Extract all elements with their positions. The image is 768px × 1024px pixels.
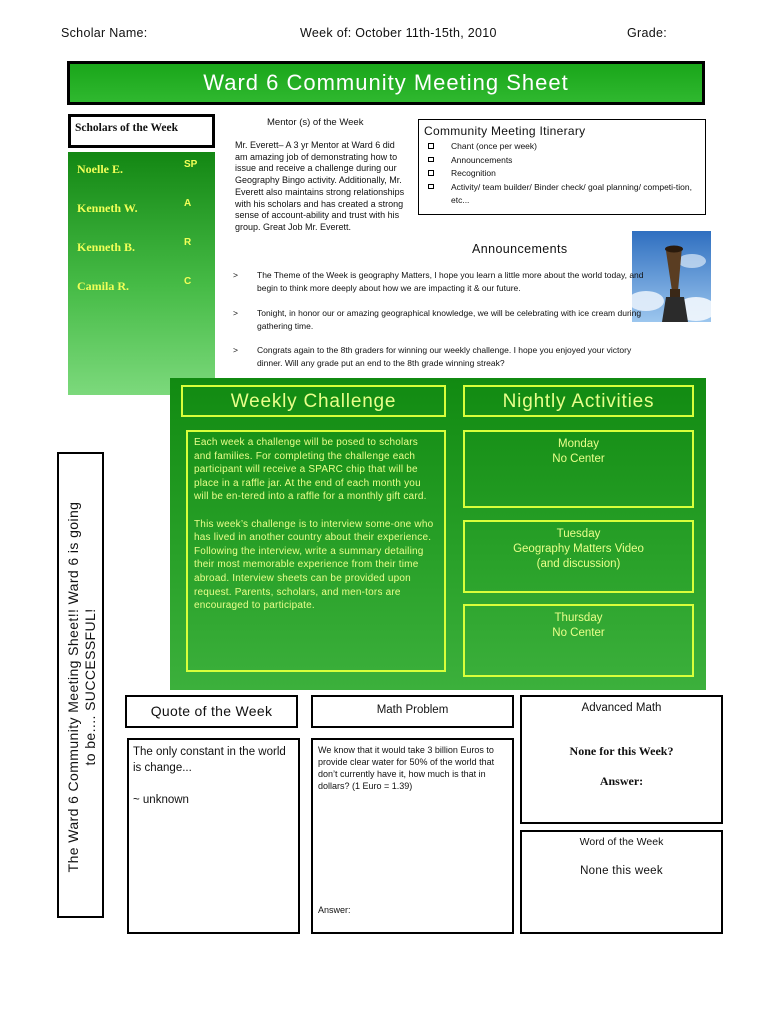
math-problem-text: We know that it would take 3 billion Euros to provide clear water for 50% of the world that don’t currently have it, how much is that in dollars? (1 Euro = 1.39) xyxy=(318,745,495,791)
page-title: Ward 6 Community Meeting Sheet xyxy=(67,61,705,105)
challenge-paragraph: This week’s challenge is to interview some-one who has lived in another country about their experience. Following the interview, write a summary detailing their most memorable experience from their time abroad. Interview sheets can be provided upon request. Parents, scholars, and men-tors are encouraged to participate. xyxy=(194,518,434,612)
scholar-name: Kenneth B. xyxy=(77,240,136,254)
scholar-name: Noelle E. xyxy=(77,162,123,176)
activity-detail: Geography Matters Video xyxy=(513,543,644,555)
quote-text: The only constant in the world is change... xyxy=(133,746,286,774)
activity-day: Tuesday xyxy=(556,528,601,540)
mentor-body: Mr. Everett– A 3 yr Mentor at Ward 6 did am amazing job of demonstrating how to issue and receive a challenge during our Geography Bingo activity. Additionally, Mr. Everett also maintains strong relationships with his scholars and has created a strong sense of account-ability and trust with his group. Great Job Mr. Everett. xyxy=(235,140,405,232)
itinerary-box xyxy=(418,119,706,215)
scholar-name: Camila R. xyxy=(77,279,129,293)
announcements-title: Announcements xyxy=(472,242,568,256)
math-problem-title: Math Problem xyxy=(311,695,514,728)
bullet-arrow-icon: > xyxy=(233,345,238,355)
itinerary-list xyxy=(424,140,700,208)
scholar-letter: R xyxy=(184,237,192,248)
activity-detail: No Center xyxy=(552,453,605,465)
bullet-arrow-icon: > xyxy=(233,270,238,280)
bullet-arrow-icon: > xyxy=(233,308,238,318)
week-of-label: Week of: October 11th-15th, 2010 xyxy=(300,26,497,40)
side-banner xyxy=(57,452,104,918)
advanced-math-title: Advanced Math xyxy=(581,702,662,714)
activity-tuesday xyxy=(463,520,694,593)
mentor-title: Mentor (s) of the Week xyxy=(267,117,364,128)
word-of-week-title: Word of the Week xyxy=(579,836,664,848)
itinerary-item: Activity/ team builder/ Binder check/ goal planning/ competi-tion, etc... xyxy=(424,181,700,208)
challenge-paragraph: Each week a challenge will be posed to scholars and families. For completing the challenge each participant will receive a SPARC chip that will be place in a raffle jar. At the end of each month you will be en-tered into a raffle for a monthly gift card. xyxy=(194,437,427,503)
grade-label: Grade: xyxy=(627,26,668,40)
itinerary-title: Community Meeting Itinerary xyxy=(424,124,586,138)
activity-detail: (and discussion) xyxy=(536,558,621,570)
activity-day: Monday xyxy=(558,438,599,450)
word-of-week-box xyxy=(520,830,723,934)
itinerary-item: Recognition xyxy=(424,167,700,181)
advanced-math-problem: None for this Week? xyxy=(569,744,674,758)
itinerary-item: Chant (once per week) xyxy=(424,140,700,154)
math-problem-box xyxy=(311,738,514,934)
side-banner-text: The Ward 6 Community Meeting Sheet!! Ward 6 is going to be.... SUCCESSFUL! xyxy=(65,501,98,873)
nightly-activities-title: Nightly Activities xyxy=(463,385,694,417)
activity-detail: No Center xyxy=(552,627,605,639)
math-answer-label: Answer: xyxy=(318,905,351,915)
scholar-name: Kenneth W. xyxy=(77,201,138,215)
scholar-letter: SP xyxy=(184,159,198,170)
scholars-of-week-title: Scholars of the Week xyxy=(68,114,215,148)
weekly-challenge-body xyxy=(186,430,446,672)
scholar-letter: A xyxy=(184,198,192,209)
weekly-challenge-title: Weekly Challenge xyxy=(181,385,446,417)
quote-author: ~ unknown xyxy=(133,794,189,806)
quote-title: Quote of the Week xyxy=(125,695,298,728)
advanced-math-answer: Answer: xyxy=(599,774,644,788)
itinerary-item: Announcements xyxy=(424,154,700,168)
scholars-of-week-panel xyxy=(68,152,215,395)
activity-day: Thursday xyxy=(554,612,603,624)
quote-box xyxy=(127,738,300,934)
activity-monday xyxy=(463,430,694,508)
word-of-week-value: None this week xyxy=(580,865,663,877)
activity-thursday xyxy=(463,604,694,677)
scholar-letter: C xyxy=(184,276,192,287)
scholar-name-label: Scholar Name: xyxy=(61,26,148,40)
advanced-math-box xyxy=(520,695,723,824)
